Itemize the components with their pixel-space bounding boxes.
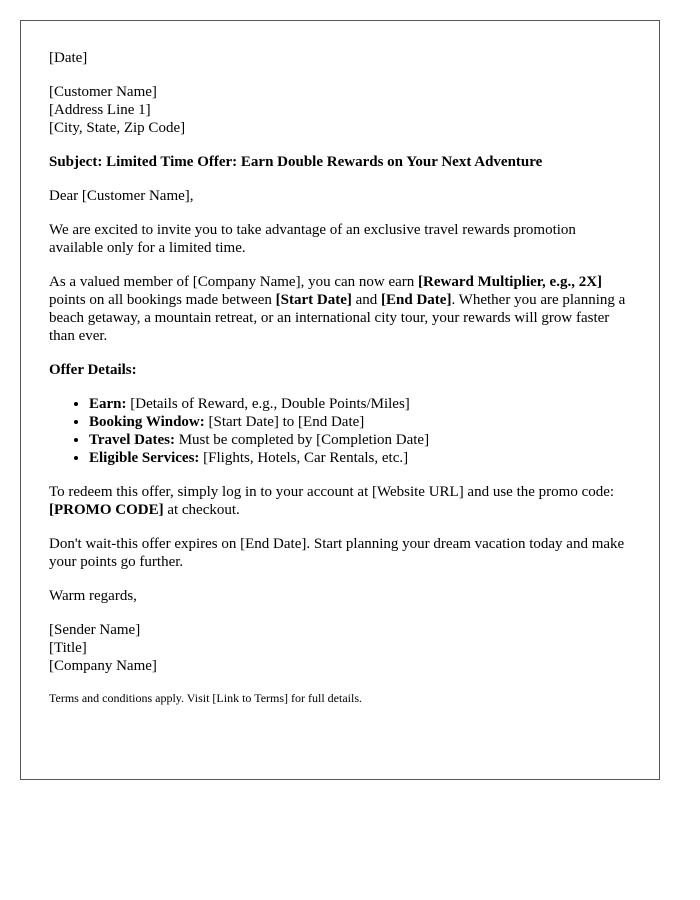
offer-item-text: [Start Date] to [End Date] [204, 414, 365, 430]
letter-date: [Date] [49, 50, 88, 66]
offer-item-text: Must be completed by [Completion Date] [174, 432, 430, 448]
recipient-name: [Customer Name] [49, 84, 157, 100]
closing-paragraph: Don't wait-this offer expires on [End Date]. Start planning your dream vacation today and make your points go further. [49, 536, 625, 570]
member-paragraph [49, 273, 631, 345]
list-item [89, 449, 631, 467]
offer-item-text: [Flights, Hotels, Car Rentals, etc.] [199, 450, 409, 466]
recipient-address-line1: [Address Line 1] [49, 102, 151, 118]
promo-code: [PROMO CODE] [49, 502, 164, 518]
member-paragraph-text-4: . Whether you are planning a beach getaway, a mountain retreat, or an international city tour, your rewards will grow faster than ever. [49, 292, 626, 344]
start-date: [Start Date] [275, 292, 352, 308]
recipient-address [49, 83, 631, 137]
list-item [89, 395, 631, 413]
offer-details-list [49, 395, 631, 467]
list-item [89, 431, 631, 449]
offer-item-label: Booking Window: [89, 414, 205, 430]
offer-item-text: [Details of Reward, e.g., Double Points/Miles] [126, 396, 410, 412]
recipient-city-state-zip: [City, State, Zip Code] [49, 120, 186, 136]
offer-details-heading: Offer Details: [49, 362, 137, 378]
member-paragraph-text-3: and [351, 292, 382, 308]
letter-page [20, 20, 660, 780]
sender-company: [Company Name] [49, 658, 157, 674]
offer-item-label: Earn: [89, 396, 127, 412]
letter-subject: Subject: Limited Time Offer: Earn Double Rewards on Your Next Adventure [49, 154, 543, 170]
reward-multiplier: [Reward Multiplier, e.g., 2X] [418, 274, 603, 290]
intro-paragraph: We are excited to invite you to take advantage of an exclusive travel rewards promotion available only for a limited time. [49, 222, 576, 256]
sender-title: [Title] [49, 640, 87, 656]
offer-item-label: Travel Dates: [89, 432, 175, 448]
offer-item-label: Eligible Services: [89, 450, 200, 466]
sender-signature [49, 621, 631, 675]
letter-greeting: Dear [Customer Name], [49, 188, 194, 204]
end-date: [End Date] [381, 292, 452, 308]
terms-note: Terms and conditions apply. Visit [Link to Terms] for full details. [49, 691, 362, 705]
member-paragraph-text-2: points on all bookings made between [49, 292, 276, 308]
redeem-paragraph [49, 483, 631, 519]
sign-off: Warm regards, [49, 588, 137, 604]
list-item [89, 413, 631, 431]
member-paragraph-text-1: As a valued member of [Company Name], you can now earn [49, 274, 419, 290]
sender-name: [Sender Name] [49, 622, 141, 638]
redeem-text-1: To redeem this offer, simply log in to your account at [Website URL] and use the promo code: [49, 484, 615, 500]
redeem-text-2: at checkout. [163, 502, 240, 518]
